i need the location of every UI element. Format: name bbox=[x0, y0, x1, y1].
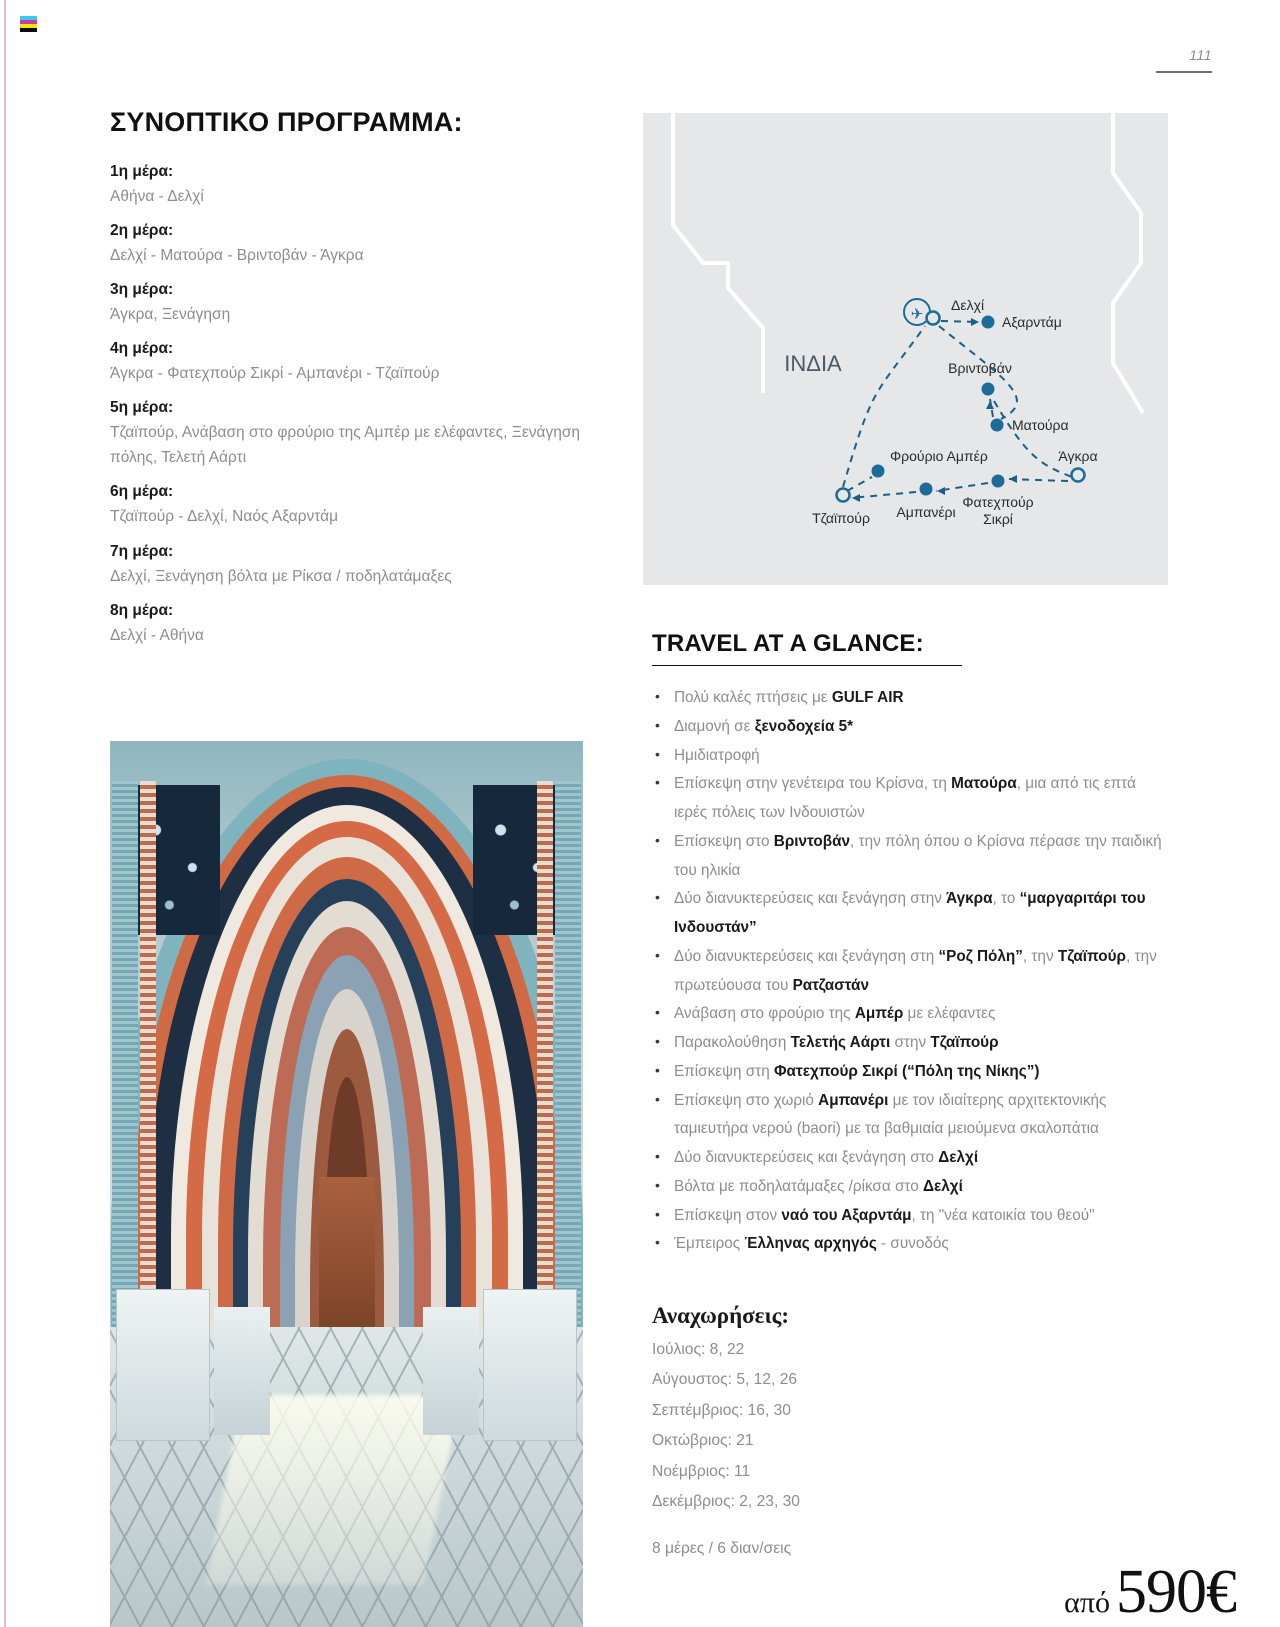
far-door bbox=[319, 1177, 375, 1327]
glance-highlight: “μαργαριτάρι του Ινδουστάν” bbox=[674, 890, 1146, 937]
itinerary-day-text: Δελχί - Αθήνα bbox=[110, 626, 204, 644]
glance-highlight: Ρατζαστάν bbox=[792, 976, 869, 994]
glance-text: Έμπειρος bbox=[674, 1235, 745, 1253]
plinth bbox=[214, 1307, 270, 1435]
cmyk-color-bar-icon bbox=[20, 16, 37, 32]
glance-bullet-list bbox=[652, 684, 1172, 1259]
map-point-label: Φρούριο Αμπέρ bbox=[890, 448, 988, 464]
map-country-label: ΙΝΔΙΑ bbox=[784, 351, 842, 376]
map-marker bbox=[927, 312, 940, 325]
glance-highlight: ξενοδοχεία 5* bbox=[754, 717, 854, 735]
map-point-label: Σικρί bbox=[983, 511, 1013, 527]
departure-month-line: Ιούλιος: 8, 22 bbox=[652, 1341, 745, 1359]
glance-text: - συνοδός bbox=[876, 1235, 949, 1253]
glance-bullet-item bbox=[652, 1173, 1172, 1202]
glance-text: Δύο διανυκτερεύσεις και ξενάγηση στην bbox=[674, 890, 947, 908]
glance-highlight: Τζαϊπούρ bbox=[1057, 947, 1127, 965]
glance-text: , την πρωτεύουσα του bbox=[674, 947, 1157, 994]
glance-highlight: ναό του Αξαρντάμ bbox=[781, 1206, 912, 1224]
map-marker bbox=[992, 475, 1005, 488]
map-marker bbox=[982, 383, 995, 396]
map-marker bbox=[991, 419, 1004, 432]
glance-bullet-item bbox=[652, 684, 1172, 713]
glance-bullet-item bbox=[652, 1000, 1172, 1029]
glance-text: στην bbox=[890, 1034, 931, 1052]
itinerary-day-label: 4η μέρα: bbox=[110, 340, 174, 358]
page-title: ΣΥΝΟΠΤΙΚΟ ΠΡΟΓΡΑΜΜΑ: bbox=[110, 107, 463, 137]
glance-text: με ελέφαντες bbox=[903, 1005, 996, 1023]
price-prefix: από bbox=[1064, 1586, 1110, 1620]
glance-bullet-item bbox=[652, 885, 1172, 943]
itinerary-day-label: 7η μέρα: bbox=[110, 542, 174, 560]
departure-month-line: Αύγουστος: 5, 12, 26 bbox=[652, 1371, 798, 1389]
route-map bbox=[643, 113, 1168, 585]
plinth bbox=[423, 1307, 479, 1435]
glance-highlight: Τελετής Αάρτι bbox=[790, 1034, 891, 1052]
price-amount: 590€ bbox=[1116, 1558, 1236, 1627]
itinerary-section bbox=[110, 108, 610, 648]
itinerary-day-text: Άγκρα - Φατεχπούρ Σικρί - Αμπανέρι - Τζαϊπούρ bbox=[110, 365, 440, 383]
map-marker bbox=[1072, 469, 1085, 482]
itinerary-day-label: 2η μέρα: bbox=[110, 221, 174, 239]
glance-highlight: Βριντοβάν bbox=[773, 832, 851, 850]
glance-rule bbox=[652, 665, 962, 667]
itinerary-day-text: Αθήνα - Δελχί bbox=[110, 187, 204, 205]
glance-text: , την bbox=[1022, 947, 1058, 965]
glance-text: Δύο διανυκτερεύσεις και ξενάγηση στο bbox=[674, 1149, 939, 1167]
glance-title: TRAVEL AT A GLANCE: bbox=[652, 630, 924, 657]
glance-highlight: Άγκρα bbox=[946, 890, 993, 908]
departures-block bbox=[652, 1301, 1172, 1557]
glance-bullet-item bbox=[652, 713, 1172, 742]
glance-bullet-item bbox=[652, 828, 1172, 886]
glance-text: Διαμονή σε bbox=[674, 717, 755, 735]
price-block bbox=[1064, 1558, 1236, 1627]
trip-duration: 8 μέρες / 6 διαν/σεις bbox=[652, 1539, 792, 1557]
itinerary-day-label: 6η μέρα: bbox=[110, 483, 174, 501]
map-point-label: Δελχί bbox=[951, 297, 985, 313]
glance-highlight: Αμπέρ bbox=[854, 1005, 904, 1023]
map-point-label: Φατεχπούρ bbox=[962, 494, 1034, 510]
glance-bullet-item bbox=[652, 770, 1172, 828]
itinerary-day-text: Δελχί - Ματούρα - Βριντοβάν - Άγκρα bbox=[110, 246, 364, 264]
plinth bbox=[116, 1289, 210, 1441]
map-marker bbox=[872, 465, 885, 478]
glance-bullet-item bbox=[652, 1087, 1172, 1145]
departures-title: Αναχωρήσεις: bbox=[652, 1303, 789, 1329]
itinerary-day-label: 8η μέρα: bbox=[110, 601, 174, 619]
departures-list bbox=[652, 1335, 1172, 1517]
glance-text: Επίσκεψη στο χωριό bbox=[674, 1091, 819, 1109]
map-marker bbox=[920, 483, 933, 496]
itinerary-day-label: 3η μέρα: bbox=[110, 280, 174, 298]
map-point-label: Τζαϊπούρ bbox=[812, 510, 870, 526]
glance-text: , μια από τις επτά ιερές πόλεις των Ινδουιστών bbox=[674, 775, 1136, 822]
glance-text: Επίσκεψη στον bbox=[674, 1206, 782, 1224]
page-bleed-line bbox=[4, 0, 6, 1627]
glance-highlight: Αμπανέρι bbox=[818, 1091, 889, 1109]
map-point-label: Αξαρντάμ bbox=[1002, 314, 1062, 330]
glance-bullet-item bbox=[652, 1029, 1172, 1058]
glance-text: με τον ιδιαίτερης αρχιτεκτονικής ταμιευτήρα νερού (baori) με τα βαθμιαία μειούμενα σκαλοπάτια bbox=[674, 1091, 1107, 1138]
glance-text: Ανάβαση στο φρούριο της bbox=[674, 1005, 855, 1023]
itinerary-day-label: 1η μέρα: bbox=[110, 162, 174, 180]
glance-bullet-item bbox=[652, 1058, 1172, 1087]
airplane-icon: ✈ bbox=[910, 306, 924, 323]
glance-highlight: Δελχί bbox=[923, 1177, 963, 1195]
map-point-label: Αμπανέρι bbox=[896, 504, 956, 520]
itinerary-day-text: Δελχί, Ξενάγηση βόλτα με Ρίκσα / ποδηλατάμαξες bbox=[110, 567, 452, 585]
map-marker bbox=[837, 489, 850, 502]
glance-text: Επίσκεψη στο bbox=[674, 832, 774, 850]
map-point-label: Βριντοβάν bbox=[948, 360, 1012, 376]
glance-bullet-item bbox=[652, 1202, 1172, 1231]
page-number: 111 bbox=[1189, 47, 1212, 63]
glance-text: Επίσκεψη στην γενέτειρα του Κρίσνα, τη bbox=[674, 775, 952, 793]
glance-bullet-item bbox=[652, 1230, 1172, 1259]
glance-highlight: GULF AIR bbox=[831, 689, 904, 707]
route-map-svg bbox=[643, 113, 1168, 585]
itinerary-day-label: 5η μέρα: bbox=[110, 399, 174, 417]
itinerary-day-text: Τζαϊπούρ, Ανάβαση στο φρούριο της Αμπέρ με ελέφαντες, Ξενάγηση πόλης, Τελετή Αάρτι bbox=[110, 424, 581, 467]
glance-section bbox=[652, 630, 1172, 1558]
glance-bullet-item bbox=[652, 742, 1172, 771]
glance-text: , τη "νέα κατοικία του θεού" bbox=[911, 1206, 1095, 1224]
plinth bbox=[483, 1289, 577, 1441]
glance-text: , το bbox=[992, 890, 1020, 908]
glance-highlight: Τζαϊπούρ bbox=[930, 1034, 999, 1052]
cmyk-black-swatch bbox=[20, 28, 37, 32]
map-point-label: Άγκρα bbox=[1058, 448, 1098, 464]
folio-rule bbox=[1156, 71, 1212, 73]
glance-highlight: Φατεχπούρ Σικρί (“Πόλη της Νίκης”) bbox=[773, 1062, 1040, 1080]
departure-month-line: Οκτώβριος: 21 bbox=[652, 1432, 754, 1450]
glance-text: Βόλτα με ποδηλατάμαξες /ρίκσα στο bbox=[674, 1177, 923, 1195]
departure-month-line: Σεπτέμβριος: 16, 30 bbox=[652, 1401, 791, 1419]
glance-text: Δύο διανυκτερεύσεις και ξενάγηση στη bbox=[674, 947, 939, 965]
glance-bullet-item bbox=[652, 943, 1172, 1001]
glance-text: Πολύ καλές πτήσεις με bbox=[674, 689, 832, 707]
departure-month-line: Νοέμβριος: 11 bbox=[652, 1462, 751, 1480]
glance-highlight: Έλληνας αρχηγός bbox=[744, 1235, 877, 1253]
glance-bullet-item bbox=[652, 1144, 1172, 1173]
page-folio bbox=[1156, 48, 1212, 73]
glance-text: Παρακολούθηση bbox=[674, 1034, 791, 1052]
map-marker bbox=[982, 316, 995, 329]
map-point-label: Ματούρα bbox=[1012, 417, 1069, 433]
glance-text: , την πόλη όπου ο Κρίσνα πέρασε την παιδική του ηλικία bbox=[674, 832, 1162, 879]
photo-artwork bbox=[110, 741, 583, 1627]
departure-month-line: Δεκέμβριος: 2, 23, 30 bbox=[652, 1493, 800, 1511]
glance-highlight: “Ροζ Πόλη” bbox=[938, 947, 1023, 965]
glance-text: Ημιδιατροφή bbox=[674, 746, 760, 764]
destination-photo bbox=[110, 741, 583, 1627]
glance-text: Επίσκεψη στη bbox=[674, 1062, 774, 1080]
itinerary-day-text: Τζαϊπούρ - Δελχί, Ναός Αξαρντάμ bbox=[110, 508, 339, 526]
glance-highlight: Δελχί bbox=[938, 1149, 979, 1167]
itinerary-day-list bbox=[110, 160, 610, 648]
itinerary-day-text: Άγκρα, Ξενάγηση bbox=[110, 305, 231, 323]
glance-highlight: Ματούρα bbox=[951, 775, 1017, 793]
